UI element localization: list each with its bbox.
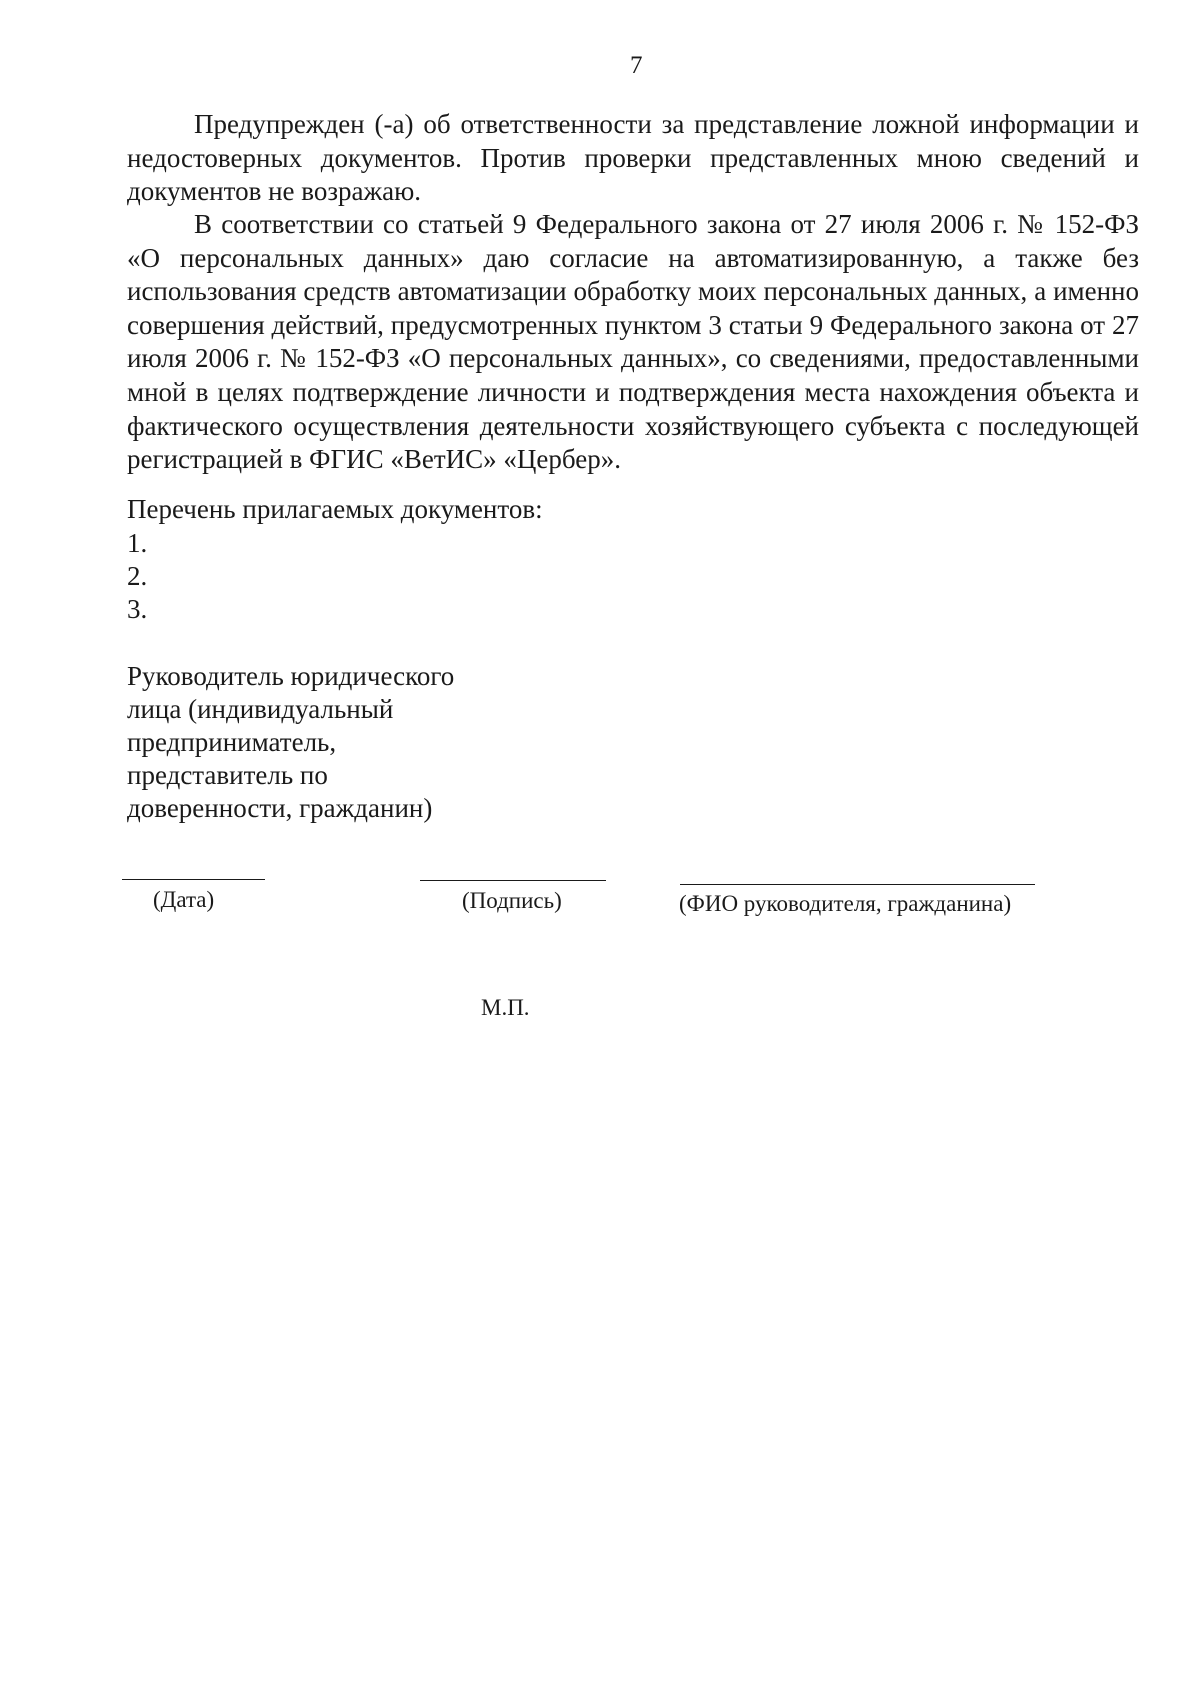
signature-caption: (Подпись) <box>462 888 562 913</box>
page-number: 7 <box>630 52 643 79</box>
name-caption: (ФИО руководителя, гражданина) <box>679 891 1012 916</box>
stamp-placeholder: М.П. <box>481 995 530 1020</box>
signature-line <box>420 880 606 881</box>
name-line <box>680 884 1035 885</box>
signer-role-line: Руководитель юридического <box>127 661 455 691</box>
attachments-title: Перечень прилагаемых документов: <box>127 494 543 524</box>
attachments-list <box>127 527 147 626</box>
list-item: 1. <box>127 528 148 558</box>
list-item: 3. <box>127 594 148 624</box>
date-caption: (Дата) <box>153 887 215 912</box>
signer-role-line: предприниматель, <box>127 727 337 757</box>
consent-paragraph: В соответствии со статьей 9 Федерального закона от 27 июля 2006 г. № 152-ФЗ «О персональных данных» даю согласие на автоматизированную, а также без использования средств автоматизации обработку моих персональных данных, а именно совершения действий, предусмотренных пунктом 3 статьи 9 Федерального закона от 27 июля 2006 г. № 152-ФЗ «О персональных данных», со сведениями, предоставленными мной в целях подтверждение личности и подтверждения места нахождения объекта и фактического осуществления деятельности хозяйствующего субъекта с последующей регистрацией в ФГИС «ВетИС» «Цербер». <box>127 209 1139 475</box>
date-line <box>122 879 265 880</box>
signer-role-block <box>127 660 454 825</box>
signer-role-line: доверенности, гражданин) <box>127 793 433 823</box>
signer-role-line: лица (индивидуальный <box>127 694 394 724</box>
warning-paragraph: Предупрежден (-а) об ответственности за представление ложной информации и недостоверных документов. Против проверки представленных мною сведений и документов не возражаю. <box>127 109 1139 207</box>
list-item: 2. <box>127 561 148 591</box>
signer-role-line: представитель по <box>127 760 328 790</box>
